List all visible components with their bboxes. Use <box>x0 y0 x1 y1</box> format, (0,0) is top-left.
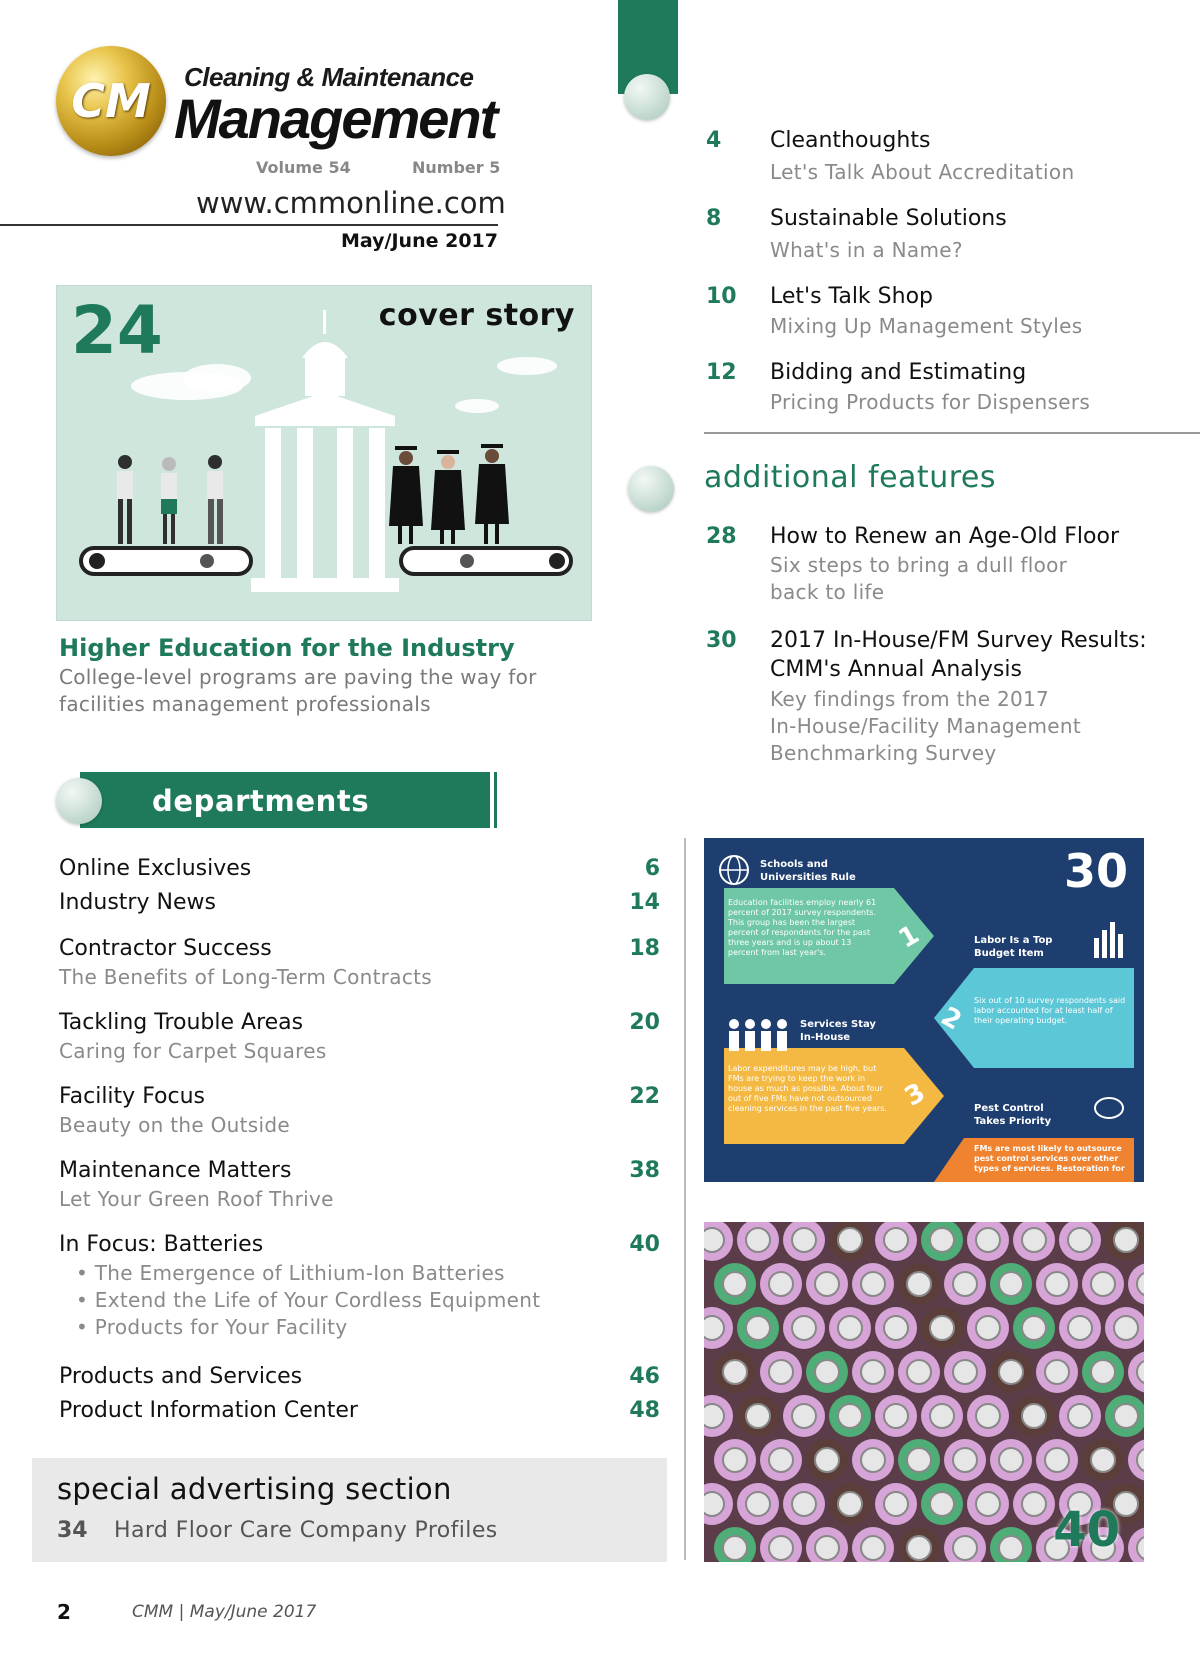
toc-num: 8 <box>706 206 722 231</box>
battery-cell <box>829 1483 871 1525</box>
battery-cell <box>875 1222 917 1261</box>
volume-label: Volume 54 <box>256 158 351 177</box>
dept-bullet-text: The Emergence of Lithium-Ion Batteries <box>94 1261 505 1285</box>
dept-title[interactable]: Online Exclusives <box>59 856 252 881</box>
infographic-text: Six out of 10 survey respondents said labor accounted for at least half of their operating budget. <box>974 996 1126 1025</box>
dept-bullet: • The Emergence of Lithium-Ion Batteries <box>76 1261 505 1285</box>
toc-sub: Let's Talk About Accreditation <box>770 160 1075 184</box>
toc-num: 4 <box>706 128 722 153</box>
battery-cell <box>714 1351 756 1393</box>
toc-title[interactable]: Bidding and Estimating <box>770 360 1027 385</box>
battery-cell <box>760 1263 802 1305</box>
battery-cell <box>829 1395 871 1437</box>
battery-cell <box>1128 1527 1144 1562</box>
battery-cell <box>704 1483 733 1525</box>
dept-sub: The Benefits of Long-Term Contracts <box>59 965 432 989</box>
dept-page: 6 <box>644 856 660 881</box>
logo-monogram: CM <box>71 74 151 128</box>
cover-story-label: cover story <box>378 298 575 333</box>
number-label: Number 5 <box>412 158 501 177</box>
battery-cell <box>806 1263 848 1305</box>
dept-title[interactable]: Product Information Center <box>59 1398 358 1423</box>
battery-cell <box>921 1483 963 1525</box>
battery-cell <box>852 1439 894 1481</box>
battery-cell <box>737 1483 779 1525</box>
dept-title[interactable]: Tackling Trouble Areas <box>59 1010 304 1035</box>
battery-cell <box>944 1527 986 1562</box>
battery-cell <box>967 1222 1009 1261</box>
dept-page: 20 <box>629 1010 660 1035</box>
battery-cell <box>806 1351 848 1393</box>
battery-cell <box>714 1263 756 1305</box>
battery-cell <box>1082 1439 1124 1481</box>
battery-cell <box>990 1527 1032 1562</box>
battery-cell <box>875 1395 917 1437</box>
battery-cell <box>921 1307 963 1349</box>
column-divider <box>684 838 686 1560</box>
cover-story-image[interactable] <box>56 285 592 621</box>
toc-sub: What's in a Name? <box>770 238 963 262</box>
dept-page: 14 <box>629 890 660 915</box>
feature-sub: Six steps to bring a dull floor <box>770 553 1068 577</box>
toc-num: 12 <box>706 360 737 385</box>
battery-cell <box>990 1263 1032 1305</box>
battery-cell <box>714 1439 756 1481</box>
battery-cell <box>852 1351 894 1393</box>
cover-story-title[interactable]: Higher Education for the Industry <box>59 634 515 662</box>
battery-cell <box>1128 1351 1144 1393</box>
feature-num: 30 <box>706 628 737 653</box>
battery-cell <box>852 1527 894 1562</box>
dept-page: 48 <box>629 1398 660 1423</box>
battery-cell <box>1128 1263 1144 1305</box>
battery-cell <box>829 1222 871 1261</box>
battery-cell <box>1082 1351 1124 1393</box>
dept-sub: Let Your Green Roof Thrive <box>59 1187 334 1211</box>
battery-cell <box>898 1439 940 1481</box>
battery-cell <box>806 1527 848 1562</box>
feature-title[interactable]: CMM's Annual Analysis <box>770 657 1022 682</box>
battery-cell <box>1082 1263 1124 1305</box>
battery-cell <box>829 1307 871 1349</box>
battery-cell <box>806 1439 848 1481</box>
battery-cell <box>1013 1483 1055 1525</box>
battery-cell <box>898 1263 940 1305</box>
toc-num: 10 <box>706 284 737 309</box>
infographic-label: Services Stay In-House <box>800 1019 876 1043</box>
survey-infographic[interactable] <box>704 838 1144 1182</box>
issue-date: May/June 2017 <box>341 230 498 252</box>
battery-cell <box>783 1307 825 1349</box>
battery-cell <box>990 1439 1032 1481</box>
battery-cell <box>737 1395 779 1437</box>
battery-cell <box>967 1307 1009 1349</box>
dept-page: 22 <box>629 1084 660 1109</box>
dept-title[interactable]: Contractor Success <box>59 936 272 961</box>
website-url[interactable]: www.cmmonline.com <box>196 186 506 220</box>
cover-story-desc-line: College-level programs are paving the way for <box>59 665 537 689</box>
battery-cell <box>1036 1439 1078 1481</box>
toc-sub: Pricing Products for Dispensers <box>770 390 1091 414</box>
feature-num: 28 <box>706 524 737 549</box>
cover-story-desc-line: facilities management professionals <box>59 692 431 716</box>
battery-cell <box>921 1222 963 1261</box>
special-section-title: special advertising section <box>57 1472 452 1506</box>
feature-title[interactable]: 2017 In-House/FM Survey Results: <box>770 628 1147 653</box>
battery-cell <box>1059 1307 1101 1349</box>
toc-title[interactable]: Sustainable Solutions <box>770 206 1007 231</box>
infographic-header: Schools and Universities Rule <box>760 859 856 883</box>
battery-cell <box>760 1351 802 1393</box>
battery-cell <box>1105 1307 1144 1349</box>
battery-cell <box>1013 1395 1055 1437</box>
battery-cell <box>1036 1351 1078 1393</box>
battery-cell <box>921 1395 963 1437</box>
battery-cell <box>1059 1395 1101 1437</box>
brand-subtitle: Cleaning & Maintenance <box>184 62 474 92</box>
battery-cell <box>737 1307 779 1349</box>
infographic-step-number: 3 <box>899 1077 931 1113</box>
infographic-text: FMs are most likely to outsource pest control services over other types of services. Restoration for <box>974 1144 1125 1173</box>
dept-bullet-text: Extend the Life of Your Cordless Equipment <box>94 1288 541 1312</box>
dept-title[interactable]: In Focus: Batteries <box>59 1232 264 1257</box>
feature-sub: Benchmarking Survey <box>770 741 997 765</box>
battery-cell <box>1059 1222 1101 1261</box>
special-section-text[interactable]: Hard Floor Care Company Profiles <box>114 1518 498 1543</box>
battery-cell <box>714 1527 756 1562</box>
infographic-text: Labor expenditures may be high, but FMs are trying to keep the work in house as much as possible. About four out of five FMs have not outsourced cleaning services in the past five years. <box>728 1064 887 1113</box>
battery-cell <box>944 1351 986 1393</box>
battery-cell <box>783 1222 825 1261</box>
dept-page: 40 <box>629 1232 660 1257</box>
dept-sub: Beauty on the Outside <box>59 1113 290 1137</box>
photo-page-number: 40 <box>1053 1502 1120 1558</box>
toc-rule <box>704 432 1200 434</box>
battery-cell <box>704 1307 733 1349</box>
page-number: 2 <box>57 1600 71 1624</box>
battery-cell <box>1036 1263 1078 1305</box>
battery-cell <box>760 1439 802 1481</box>
battery-cell <box>875 1483 917 1525</box>
orb-decoration <box>628 466 674 512</box>
feature-sub: back to life <box>770 580 885 604</box>
batteries-photo[interactable] <box>704 1222 1144 1562</box>
battery-cell <box>1128 1439 1144 1481</box>
battery-cell <box>852 1263 894 1305</box>
battery-cell <box>990 1351 1032 1393</box>
infographic-page-number: 30 <box>1063 844 1128 898</box>
dept-page: 18 <box>629 936 660 961</box>
dept-page: 38 <box>629 1158 660 1183</box>
additional-features-heading: additional features <box>704 460 996 495</box>
special-section-num: 34 <box>57 1518 88 1543</box>
battery-cell <box>704 1395 733 1437</box>
infographic-label: Pest Control Takes Priority <box>974 1103 1052 1127</box>
dept-title[interactable]: Products and Services <box>59 1364 303 1389</box>
infographic-step-number: 1 <box>893 919 925 955</box>
feature-sub: In-House/Facility Management <box>770 714 1081 738</box>
dept-bullet-text: Products for Your Facility <box>94 1315 348 1339</box>
infographic-text: Education facilities employ nearly 61 percent of 2017 survey respondents. This group has been the largest percent of respondents for the past three years and is up about 13 percent from last year's. <box>728 898 877 957</box>
battery-cell <box>967 1395 1009 1437</box>
battery-cell <box>967 1483 1009 1525</box>
battery-cell <box>898 1527 940 1562</box>
battery-cell <box>1013 1307 1055 1349</box>
battery-cell <box>704 1222 733 1261</box>
battery-cell <box>1105 1395 1144 1437</box>
battery-cell <box>783 1395 825 1437</box>
dept-title[interactable]: Maintenance Matters <box>59 1158 292 1183</box>
orb-decoration <box>56 778 102 824</box>
footer-text: CMM | May/June 2017 <box>132 1602 317 1622</box>
dept-bullet: • Extend the Life of Your Cordless Equipment <box>76 1288 541 1312</box>
battery-cell <box>737 1222 779 1261</box>
feature-sub: Key findings from the 2017 <box>770 687 1050 711</box>
toc-sub: Mixing Up Management Styles <box>770 314 1083 338</box>
battery-cell <box>898 1351 940 1393</box>
dept-title[interactable]: Industry News <box>59 890 216 915</box>
orb-decoration <box>624 74 670 120</box>
brand-title: Management <box>174 87 497 150</box>
dept-bullet: • Products for Your Facility <box>76 1315 348 1339</box>
battery-cell <box>875 1307 917 1349</box>
departments-banner-edge <box>494 772 497 828</box>
infographic-label: Labor Is a Top Budget Item <box>974 935 1053 959</box>
cover-story-desc <box>59 664 579 718</box>
feature-title[interactable]: How to Renew an Age-Old Floor <box>770 524 1120 549</box>
battery-cell <box>1105 1222 1144 1261</box>
toc-title[interactable]: Let's Talk Shop <box>770 284 933 309</box>
battery-cell <box>944 1439 986 1481</box>
dept-title[interactable]: Facility Focus <box>59 1084 206 1109</box>
departments-heading: departments <box>152 784 370 818</box>
masthead-rule <box>0 224 498 226</box>
dept-page: 46 <box>629 1364 660 1389</box>
infographic-step-number: 2 <box>935 1001 967 1037</box>
cover-page-number: 24 <box>71 292 163 369</box>
battery-cell <box>783 1483 825 1525</box>
dept-sub: Caring for Carpet Squares <box>59 1039 327 1063</box>
toc-title[interactable]: Cleanthoughts <box>770 128 931 153</box>
battery-cell <box>944 1263 986 1305</box>
battery-cell <box>760 1527 802 1562</box>
cm-logo <box>56 46 166 156</box>
battery-cell <box>1013 1222 1055 1261</box>
